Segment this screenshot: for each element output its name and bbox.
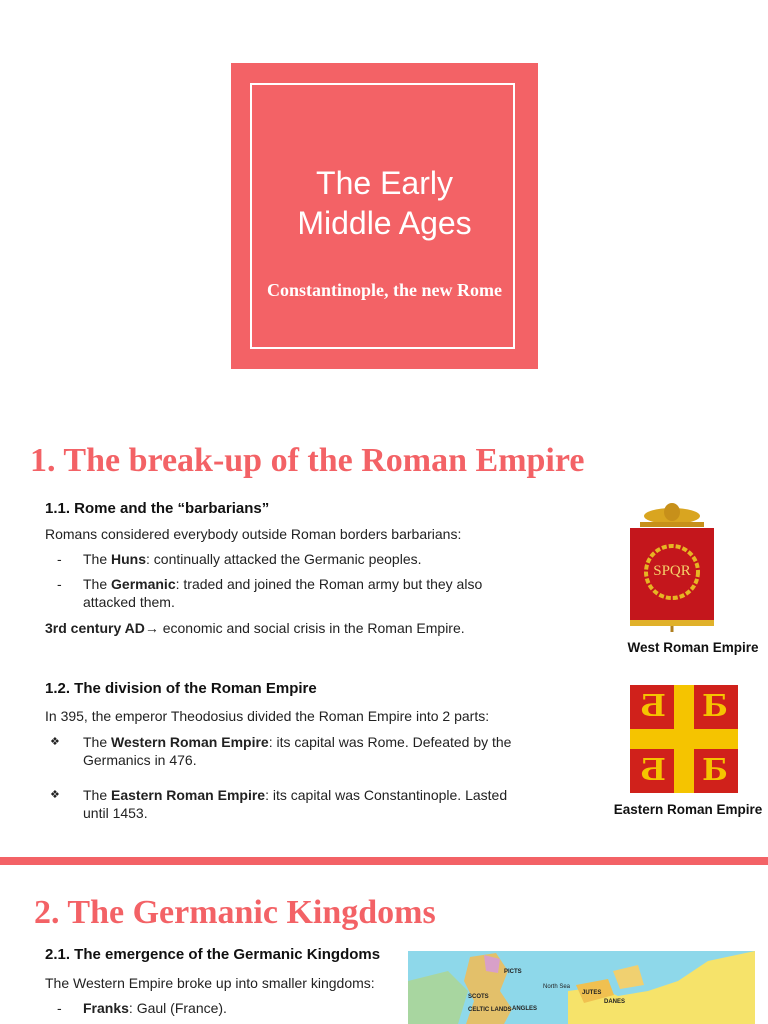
cover-subtitle: Constantinople, the new Rome (266, 280, 502, 300)
subsection-2-1-intro: The Western Empire broke up into smaller kingdoms: (45, 975, 375, 991)
bullet-pre: The (83, 787, 112, 803)
bullet-pre: The (83, 734, 112, 750)
flag-letter: Б (640, 753, 666, 788)
bullet-bold: Germanic (111, 576, 176, 592)
map-label: CELTIC LANDS (468, 1007, 512, 1013)
note-rest: → economic and social crisis in the Roman Empire. (144, 620, 465, 636)
bullet-pre: The (83, 576, 112, 592)
bullet-post: : continually attacked the Germanic peoples. (146, 551, 422, 567)
spqr-text: SPQR (653, 563, 691, 579)
byzantine-flag-icon (630, 685, 738, 793)
map-label: ANGLES (512, 1006, 538, 1012)
list-item (50, 786, 530, 826)
section-1-heading: 1. The break-up of the Roman Empire (30, 442, 585, 479)
bullet-post: : its capital was Rome. Defeated by the Germanics in 476. (83, 734, 512, 768)
bullet-bold: Western Roman Empire (111, 734, 269, 750)
germanic-kingdoms-map (408, 951, 755, 1024)
map-label: DANES (604, 999, 626, 1005)
bullet-post: : Gaul (France). (128, 1000, 227, 1016)
subsection-1-1-title: 1.1. Rome and the “barbarians” (45, 500, 270, 517)
subsection-1-1-intro: Romans considered everybody outside Roman borders barbarians: (45, 526, 462, 542)
list-item (57, 999, 397, 1019)
flag-letter: Б (702, 689, 728, 724)
map-label: SCOTS (468, 994, 489, 1000)
bullet-pre: The (83, 551, 112, 567)
map-label: PICTS (504, 969, 522, 975)
list-item (57, 575, 537, 615)
bullet-dash: - (57, 576, 62, 592)
bullet-bold: Eastern Roman Empire (111, 787, 266, 803)
bullet-text (83, 550, 523, 568)
note-bold: 3rd century AD (45, 620, 145, 636)
map-label: JUTES (582, 990, 602, 996)
flag-letter: Б (640, 689, 666, 724)
bullet-text (83, 999, 383, 1017)
subsection-1-2-intro: In 395, the emperor Theodosius divided the Roman Empire into 2 parts: (45, 708, 490, 724)
eastern-roman-caption: Eastern Roman Empire (613, 802, 763, 817)
subsection-2-1-title: 2.1. The emergence of the Germanic Kingdoms (45, 946, 381, 963)
flag-letter: Б (702, 753, 728, 788)
cover-title: The Early Middle Ages (297, 165, 472, 241)
section-divider (0, 857, 768, 865)
map-label: North Sea (543, 984, 571, 990)
bullet-dash: - (57, 1000, 62, 1016)
bullet-diamond-icon: ❖ (50, 736, 60, 748)
list-item (57, 550, 537, 570)
bullet-dash: - (57, 551, 62, 567)
section-2-heading: 2. The Germanic Kingdoms (34, 894, 436, 931)
spqr-banner-icon (626, 502, 718, 634)
list-item (50, 733, 530, 773)
bullet-post: : its capital was Constantinople. Lasted until 1453. (83, 787, 508, 821)
west-roman-caption: West Roman Empire (627, 640, 759, 655)
bullet-bold: Huns (111, 551, 147, 567)
bullet-bold: Franks (83, 1000, 129, 1016)
bullet-text (83, 733, 528, 769)
bullet-text (83, 575, 503, 611)
cover-block (231, 63, 538, 369)
bullet-text (83, 786, 528, 822)
subsection-1-2-title: 1.2. The division of the Roman Empire (45, 680, 317, 697)
bullet-post: : traded and joined the Roman army but they also attacked them. (83, 576, 483, 610)
bullet-diamond-icon: ❖ (50, 789, 60, 801)
subsection-1-1-note (45, 619, 565, 637)
